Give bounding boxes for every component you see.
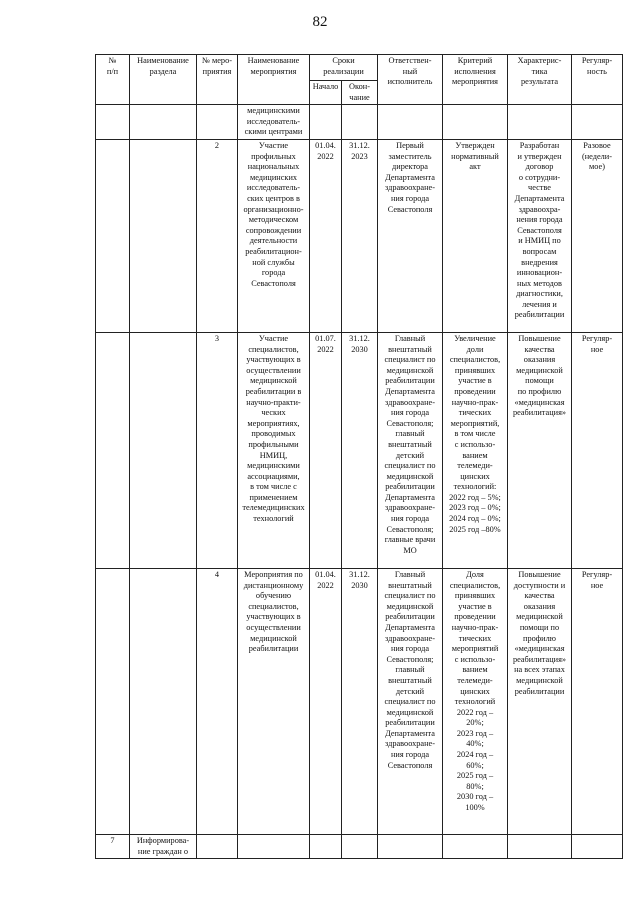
cell-start: 01.07. 2022 (310, 332, 342, 568)
cell-start: 01.04. 2022 (310, 568, 342, 834)
cell-result (508, 105, 572, 140)
cell-measure-name: Участие профильных национальных медицинских исследователь- ских центров в организационно- методическом сопровождении деятельности реабилитацион- ной службы города Севастополя (238, 139, 310, 332)
cell-measure-num (197, 834, 238, 858)
cell-measure-name: Участие специалистов, участвующих в осуществлении медицинской реабилитации в научно-практи- ческих мероприятиях, проводимых профильными НМИЦ, медицинскими ассоциациями, в том числе с применением телемедицинских технологий (238, 332, 310, 568)
cell-section: Информирова- ние граждан о (130, 834, 197, 858)
cell-section (130, 105, 197, 140)
cell-criterion: Доля специалистов, принявших участие в проведении научно-прак- тических мероприятий с использо- ванием телемеди- цинских технологий 2022 год – 20%; 2023 год – 40%; 2024 год – 60%; 2025 год – 80%; 2030 год – 100% (443, 568, 508, 834)
cell-end: 31.12. 2030 (342, 568, 378, 834)
cell-num (96, 139, 130, 332)
cell-criterion (443, 834, 508, 858)
cell-criterion: Увеличение доли специалистов, принявших участие в проведении научно-прак- тических мероприятий, в том числе с использо- ванием телемеди- цинских технологий: 2022 год – 5%; 2023 год – 0%; 2024 год – 0%; 2025 год –80% (443, 332, 508, 568)
cell-end: 31.12. 2030 (342, 332, 378, 568)
header-criterion: Критерий исполнения мероприятия (443, 55, 508, 105)
cell-regularity: Регуляр- ное (572, 332, 623, 568)
page-number: 82 (312, 14, 328, 30)
cell-end: 31.12. 2023 (342, 139, 378, 332)
header-result: Характерис- тика результата (508, 55, 572, 105)
header-measure-num: № меро- приятия (197, 55, 238, 105)
header-num: № п/п (96, 55, 130, 105)
table-row (96, 139, 623, 332)
header-section-name: Наименование раздела (130, 55, 197, 105)
header-deadlines: Сроки реализации (310, 55, 378, 81)
cell-result: Повышение доступности и качества оказания медицинской помощи по профилю «медицинская реабилитация» на всех этапах медицинской реабилитации (508, 568, 572, 834)
cell-start: 01.04. 2022 (310, 139, 342, 332)
cell-section (130, 332, 197, 568)
cell-measure-num (197, 105, 238, 140)
cell-responsible (378, 834, 443, 858)
cell-measure-num: 3 (197, 332, 238, 568)
cell-num (96, 568, 130, 834)
header-start: Начало (310, 81, 342, 105)
cell-regularity (572, 105, 623, 140)
cell-regularity: Регуляр- ное (572, 568, 623, 834)
cell-start (310, 105, 342, 140)
cell-result (508, 834, 572, 858)
header-end: Окон- чание (342, 81, 378, 105)
cell-start (310, 834, 342, 858)
cell-measure-name (238, 834, 310, 858)
cell-num (96, 105, 130, 140)
cell-responsible: Первый заместитель директора Департамента здравоохране- ния города Севастополя (378, 139, 443, 332)
cell-result: Повышение качества оказания медицинской помощи по профилю «медицинская реабилитация» (508, 332, 572, 568)
cell-responsible: Главный внештатный специалист по медицинской реабилитации Департамента здравоохране- ния города Севастополя; главный внештатный детский специалист по медицинской реабилитации Департамента здравоохране- ния города Севастополя (378, 568, 443, 834)
cell-result: Разработан и утвержден договор о сотрудни- честве Департамента здравоохра- нения города Севастополя и НМИЦ по вопросам внедрения инновацион- ных методов диагностики, лечения и реабилитации (508, 139, 572, 332)
cell-criterion (443, 105, 508, 140)
cell-criterion: Утвержден нормативный акт (443, 139, 508, 332)
table-row (96, 834, 623, 858)
header-regularity: Регуляр- ность (572, 55, 623, 105)
cell-section (130, 139, 197, 332)
cell-measure-name: Мероприятия по дистанционному обучению специалистов, участвующих в осуществлении медицинской реабилитации (238, 568, 310, 834)
header-row (96, 55, 623, 81)
cell-responsible (378, 105, 443, 140)
measures-table (95, 54, 623, 859)
cell-section (130, 568, 197, 834)
cell-end (342, 105, 378, 140)
cell-measure-num: 4 (197, 568, 238, 834)
table-row (96, 105, 623, 140)
cell-measure-num: 2 (197, 139, 238, 332)
header-responsible: Ответствен- ный исполнитель (378, 55, 443, 105)
table-row (96, 568, 623, 834)
cell-responsible: Главный внештатный специалист по медицинской реабилитации Департамента здравоохране- ния города Севастополя; главный внештатный детский специалист по медицинской реабилитации Департамента здравоохране- ния города Севастополя; главные врачи МО (378, 332, 443, 568)
cell-end (342, 834, 378, 858)
table-row (96, 332, 623, 568)
cell-measure-name: медицинскими исследователь- скими центрами (238, 105, 310, 140)
cell-num: 7 (96, 834, 130, 858)
cell-regularity (572, 834, 623, 858)
header-measure-name: Наименование мероприятия (238, 55, 310, 105)
cell-num (96, 332, 130, 568)
cell-regularity: Разовое (недели- мое) (572, 139, 623, 332)
